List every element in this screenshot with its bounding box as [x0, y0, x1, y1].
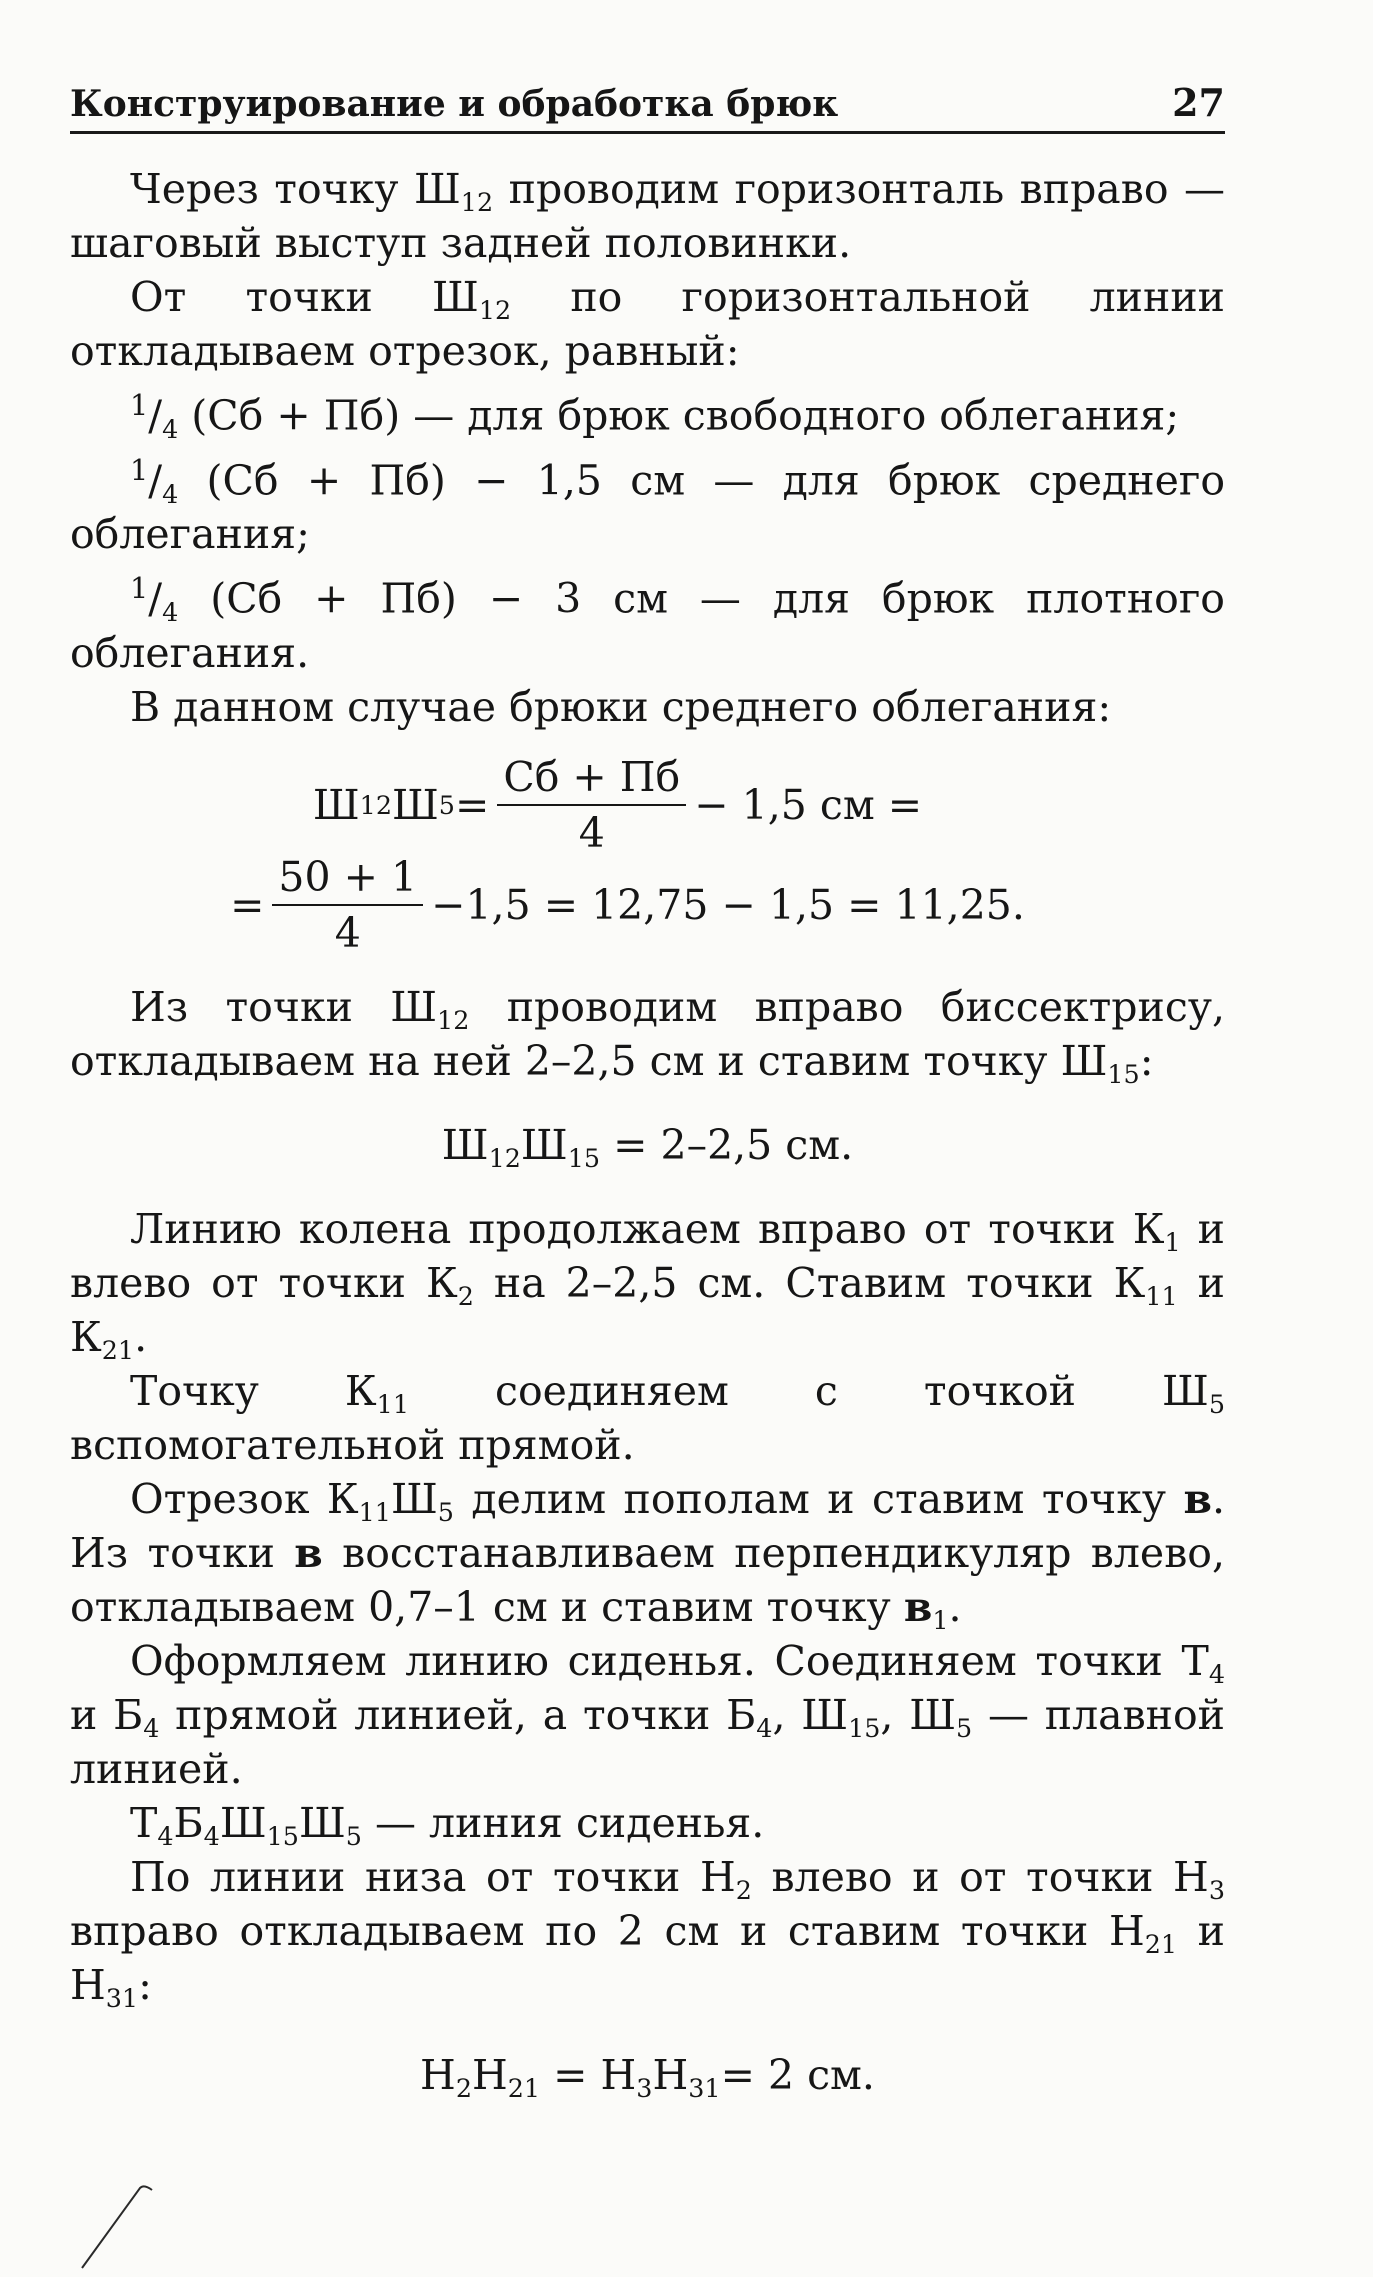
text-run: Б	[173, 1798, 204, 1847]
subscript: 31	[688, 2073, 721, 2104]
text-run: вправо откладываем по 2 см и ставим точки Н	[70, 1906, 1145, 1955]
text-run: и влево от точки К	[70, 1204, 1226, 1307]
paragraph-3: $^1/_4$ (Сб + Пб) — для брюк свободного облегания;	[130, 388, 1180, 444]
fraction-numerator: 1	[130, 571, 149, 606]
text-run: Н	[652, 2050, 689, 2099]
text-run: =	[454, 780, 490, 829]
subscript: 5	[1208, 1389, 1225, 1420]
text-run: Через точку Ш	[130, 165, 461, 213]
fraction	[497, 752, 686, 858]
text-run: и К	[70, 1258, 1225, 1361]
text-run: восстанавливаем перпендикуляр влево, откладываем 0,7–1 см и ставим точку	[70, 1528, 1225, 1631]
subscript: 4	[157, 1821, 174, 1852]
text-run: Ш	[520, 1120, 568, 1169]
running-header	[70, 80, 1225, 134]
text-run: . Из точки	[70, 1474, 1225, 1577]
text-run: , Ш	[772, 1690, 849, 1739]
text-run: и Б	[70, 1690, 144, 1739]
page	[70, 80, 1225, 2102]
subscript: 12	[460, 187, 494, 218]
paragraph-2	[70, 270, 1225, 378]
formula-3	[70, 1118, 1225, 1172]
subscript: 3	[636, 2073, 653, 2104]
text-run: Н	[471, 2050, 508, 2099]
text-run: Точку К	[130, 1366, 377, 1415]
fraction-numerator: 50 + 1	[272, 852, 423, 906]
text-run: (Сб + Пб) − 3 см — для брюк плотного облегания.	[70, 574, 1225, 677]
subscript: 2	[735, 1875, 752, 1906]
text-run: :	[138, 1960, 152, 2009]
subscript: 4	[203, 1821, 220, 1852]
subscript: 5	[437, 1497, 454, 1528]
text-run: = 2–2,5 см.	[600, 1120, 854, 1169]
text-run: Из точки Ш	[130, 982, 438, 1031]
fraction-denominator: 4	[578, 808, 605, 857]
bold-point-label: в	[903, 1582, 933, 1631]
subscript: 11	[1145, 1281, 1178, 1312]
subscript: 3	[1208, 1875, 1225, 1906]
text-run: Ш	[298, 1798, 346, 1847]
text-run: вспомогательной прямой.	[70, 1420, 635, 1469]
subscript: 1	[1164, 1227, 1181, 1258]
text-run: делим пополам и ставим точку	[453, 1474, 1184, 1523]
formula-4	[70, 2048, 1225, 2102]
subscript: 11	[358, 1497, 391, 1528]
bold-point-label: в	[294, 1528, 323, 1577]
subscript: 4	[1208, 1659, 1225, 1690]
text-run: соединяем с точкой Ш	[409, 1366, 1209, 1415]
paragraph-1	[70, 162, 1225, 270]
text-run: прямой линией, а точки Б	[159, 1690, 757, 1739]
text-run: =	[230, 880, 265, 929]
paragraph-7	[70, 980, 1225, 1088]
paragraph-8	[70, 1202, 1225, 1364]
subscript: 5	[345, 1821, 362, 1852]
text-run: влево и от точки Н	[751, 1852, 1209, 1901]
subscript: 21	[507, 2073, 541, 2104]
text-run: (Сб + Пб) — для брюк свободного облегания;	[178, 391, 1180, 440]
subscript: 15	[848, 1713, 881, 1744]
fraction-denominator: 4	[162, 478, 179, 509]
text-run: Отрезок К	[130, 1474, 359, 1523]
subscript: 4	[756, 1713, 773, 1744]
subscript: 4	[143, 1713, 160, 1744]
text-run: От точки Ш	[130, 273, 479, 321]
paragraph-6	[70, 680, 1225, 734]
text-run: В данном случае брюки среднего облегания:	[130, 682, 1112, 731]
paragraph-12	[70, 1796, 1225, 1850]
text-run: Ш	[441, 1120, 489, 1169]
paragraph-11	[70, 1634, 1225, 1796]
subscript: 2	[457, 1281, 474, 1312]
subscript: 12	[437, 1005, 470, 1036]
fraction-denominator: 4	[334, 908, 361, 957]
subscript: 12	[488, 1143, 521, 1174]
paragraph-9	[70, 1364, 1225, 1472]
text-run: — линия сиденья.	[361, 1798, 765, 1847]
text-run: −1,5 = 12,75 − 1,5 = 11,25.	[431, 880, 1025, 929]
subscript: 15	[567, 1143, 601, 1174]
paragraph-4: $^1/_4$ (Сб + Пб) − 1,5 см — для брюк среднего облегания;	[70, 452, 1225, 559]
text-run: = 2 см.	[720, 2050, 875, 2099]
paragraph-10	[70, 1472, 1225, 1634]
fraction	[272, 852, 423, 958]
text-run: Ш	[390, 1474, 438, 1523]
paragraph-5: $^1/_4$ (Сб + Пб) − 3 см — для брюк плотного облегания.	[70, 571, 1225, 677]
text-run: :	[1139, 1036, 1154, 1085]
text-run: по горизонтальной линии откладываем отрезок, равный:	[70, 273, 1225, 375]
text-run: Линию колена продолжаем вправо от точки К	[130, 1204, 1165, 1253]
text-run: , Ш	[880, 1690, 957, 1739]
fraction-numerator: 1	[130, 452, 149, 487]
text-run: − 1,5 см =	[694, 780, 923, 829]
formula-1: Ш 12 Ш 5 = $\frac{Сб + Пб}{4}$ − 1,5 см =	[312, 752, 923, 857]
text-run: проводим горизонталь вправо — шаговый выступ задней половинки.	[70, 165, 1225, 267]
subscript: 15	[1107, 1059, 1140, 1090]
header-title: Конструирование и обработка брюк	[70, 83, 839, 125]
subscript: 15	[266, 1821, 299, 1852]
text-run: Оформляем линию сиденья. Соединяем точки Т	[130, 1636, 1209, 1685]
text-run: Н	[420, 2050, 456, 2099]
page-number: 27	[1172, 80, 1225, 125]
fraction-numerator: Сб + Пб	[497, 752, 686, 806]
subscript: 2	[455, 2073, 472, 2104]
subscript: 12	[478, 295, 512, 326]
subscript: 1	[932, 1605, 949, 1636]
subscript: 11	[376, 1389, 409, 1420]
text-run: .	[134, 1312, 148, 1361]
text-run: .	[948, 1582, 962, 1631]
text-run: = Н	[540, 2050, 637, 2099]
text-run: Т	[130, 1798, 158, 1847]
fraction-denominator: 4	[162, 597, 179, 628]
subscript: 5	[956, 1713, 973, 1744]
pen-scribble-mark	[80, 2180, 170, 2270]
text-run: и Н	[70, 1906, 1226, 2009]
text-run: Ш	[392, 780, 439, 829]
text-run: Ш	[219, 1798, 267, 1847]
text-run: По линии низа от точки Н	[130, 1852, 736, 1901]
subscript: 31	[105, 1983, 139, 2014]
subscript: 21	[101, 1335, 135, 1366]
fraction-numerator: 1	[130, 388, 149, 422]
subscript: 21	[1144, 1929, 1178, 1960]
bold-point-label: в	[1183, 1474, 1212, 1523]
text-run: проводим вправо биссектрису, откладываем на ней 2–2,5 см и ставим точку Ш	[70, 982, 1225, 1085]
formula-2	[30, 852, 1225, 958]
fraction-denominator: 4	[162, 413, 179, 444]
text-run: (Сб + Пб) − 1,5 см — для брюк среднего облегания;	[70, 456, 1225, 559]
paragraph-13	[70, 1850, 1225, 2012]
text-run: — плавной линией.	[70, 1690, 1225, 1793]
text-run: на 2–2,5 см. Ставим точки К	[473, 1258, 1146, 1307]
body-text	[70, 162, 1225, 2102]
text-run: Ш	[312, 780, 360, 829]
